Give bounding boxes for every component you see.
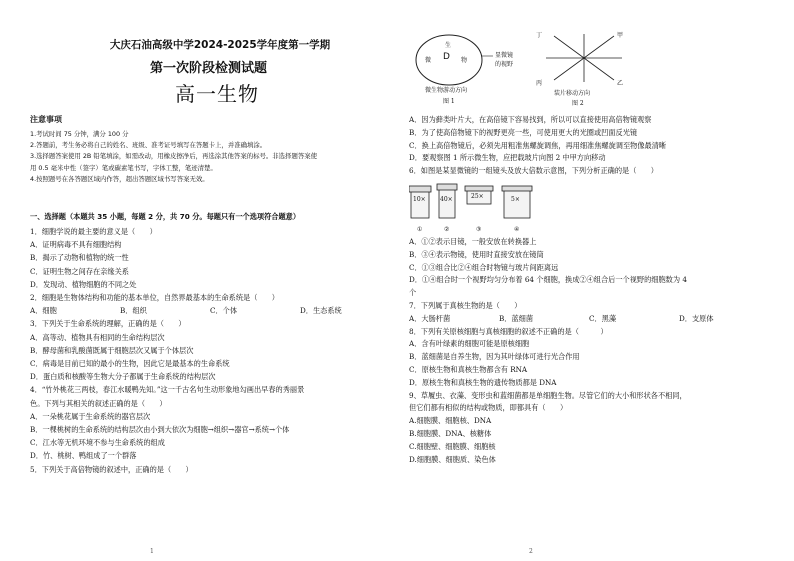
school-name: 大庆石油高级中学2024-2025学年度第一学期 xyxy=(109,39,331,51)
right-column xyxy=(409,0,777,561)
fig1-letter: D xyxy=(443,52,450,62)
question-line: 色。下列与其相关的叙述正确的是（ ） xyxy=(30,398,167,408)
question-line: D．要观察图 1 所示微生物，应把载玻片向图 2 中甲方向移动 xyxy=(409,153,606,163)
fig2-label-bing: 丙 xyxy=(536,80,543,87)
left-column xyxy=(30,0,392,561)
question-line: C．江水等无机环境不参与生命系统的组成 xyxy=(30,438,165,448)
question-line: C.细胞壁、细胞膜、细胞核 xyxy=(409,441,496,451)
exam-title: 第一次阶段检测试题 xyxy=(150,61,268,76)
lens-label: 10× xyxy=(413,195,426,203)
option: B．蓝细菌 xyxy=(499,313,534,323)
notice-list xyxy=(30,129,392,185)
fig1-label-left: 微 xyxy=(425,57,432,64)
question-line: 5．下列关于高倍物镜的叙述中，正确的是（ ） xyxy=(30,464,193,474)
lens-number: ④ xyxy=(514,225,520,233)
question-line: 9、草履虫、衣藻、变形虫和蓝细菌都是单细胞生物。尽管它们的大小和形状各不相同， xyxy=(409,390,687,400)
question-line: 8．下列有关原核细胞与真核细胞的叙述不正确的是（ ） xyxy=(409,326,608,336)
notice-item: 2.答题前，考生务必将自己的姓名、班级、准考证号填写在答题卡上，并准确填涂。 xyxy=(30,141,267,150)
question-line: A．含有叶绿素的细胞可能是原核细胞 xyxy=(409,339,530,349)
subject-title: 高一生物 xyxy=(175,82,259,106)
page-number: 1 xyxy=(150,548,154,555)
option: A．大肠杆菌 xyxy=(409,313,451,323)
lens-number: ② xyxy=(444,225,450,233)
section-heading: 一、选择题（本题共 35 小题，每题 2 分，共 70 分。每题只有一个选项符合题意） xyxy=(30,212,301,221)
question-line: 但它们都有相似的结构或物质，即都具有（ ） xyxy=(409,403,568,413)
question-line: C．①③组合比②④组合时物镜与玻片间距离远 xyxy=(409,262,559,272)
question-line: D．①④组合时一个视野均匀分布着 64 个细胞，换成②④组合后一个视野的细胞数为 4 xyxy=(409,275,687,285)
option: A．细胞 xyxy=(30,306,57,316)
lens-number: ① xyxy=(417,225,423,233)
lens-label: 5× xyxy=(511,195,520,203)
option: B．组织 xyxy=(120,306,147,316)
fig1-number: 图 1 xyxy=(443,98,455,105)
question-line: 3．下列关于生命系统的理解，正确的是（ ） xyxy=(30,319,186,329)
notice-title: 注意事项 xyxy=(30,115,62,124)
question-line: D．发现动、植物细胞的不同之处 xyxy=(30,279,137,289)
option: D．支原体 xyxy=(679,313,714,323)
fig1-caption: 微生物游动方向 xyxy=(425,87,468,94)
question-line: B.细胞膜、DNA、核糖体 xyxy=(409,428,492,438)
question-line: C．病毒是目前已知的最小的生物，因此它是最基本的生命系统 xyxy=(30,359,230,369)
question-line: A．一朵桃花属于生命系统的器官层次 xyxy=(30,411,151,421)
option: C．个体 xyxy=(210,306,238,316)
question-line: A.细胞膜、细胞核、DNA xyxy=(409,416,492,426)
notice-item: 用 0.5 毫米中性（签字）笔或碳素笔书写，字体工整，笔迹清楚。 xyxy=(30,163,217,172)
fig2-number: 图 2 xyxy=(572,100,584,107)
question-line: A．高等动、植物具有相同的生命结构层次 xyxy=(30,332,165,342)
question-line: C．换上高倍物镜后，必须先用粗准焦螺旋调焦，再用细准焦螺旋调至物像最清晰 xyxy=(409,140,667,150)
question-line: D．原核生物和真核生物的遗传物质都是 DNA xyxy=(409,377,557,387)
question-line: B．酵母菌和乳酸菌既属于细胞层次又属于个体层次 xyxy=(30,345,194,355)
q7-options xyxy=(409,313,777,326)
fig2-label-jia: 甲 xyxy=(617,32,624,39)
fig1-label-right: 物 xyxy=(461,57,468,64)
fig2-label-ding: 丁 xyxy=(536,32,543,39)
question-line: B．为了使高倍物镜下的视野更亮一些，可使用更大的光圈或凹面反光镜 xyxy=(409,127,638,137)
questions-left xyxy=(30,225,392,476)
lens-label: 40× xyxy=(440,195,453,203)
question-line: 个 xyxy=(409,288,417,298)
question-line: 6．如图是某显微镜的一组镜头及放大倍数示意图，下列分析正确的是（ ） xyxy=(409,166,658,176)
question-line: D．蛋白质和核酸等生物大分子都属于生命系统的结构层次 xyxy=(30,372,216,382)
fig1-label-top: 生 xyxy=(445,42,452,49)
question-line: 4．“竹外桃花三两枝，春江水暖鸭先知。”这一千古名句生动形象地勾画出早春的秀丽景 xyxy=(30,385,305,395)
fig2-caption: 装片移动方向 xyxy=(554,90,591,97)
figure-2-direction-cross xyxy=(544,32,624,86)
fig1-side-label-2: 的视野 xyxy=(495,61,514,68)
question-line: B．揭示了动物和植物的统一性 xyxy=(30,253,129,263)
notice-item: 1.考试时间 75 分钟，满分 100 分 xyxy=(30,130,129,138)
question-line: B．蓝细菌是自养生物，因为其叶绿体可进行光合作用 xyxy=(409,352,580,362)
question-line: C．证明生物之间存在亲缘关系 xyxy=(30,266,129,276)
questions-right xyxy=(409,114,777,466)
question-line: B．③④表示物镜，使用时直接安放在镜筒 xyxy=(409,249,544,259)
question-line: B．一棵桃树的生命系统的结构层次由小到大依次为细胞→组织→器官→系统→个体 xyxy=(30,425,290,435)
lens-figure xyxy=(409,178,777,236)
question-line: A．因为藓类叶片大，在高倍镜下容易找到，所以可以直接使用高倍物镜观察 xyxy=(409,115,652,124)
question-line: A．①②表示目镜，一般安放在转换器上 xyxy=(409,236,537,246)
question-line: 1．细胞学说的最主要的意义是（ ） xyxy=(30,227,157,236)
question-line: C．原核生物和真核生物都含有 RNA xyxy=(409,364,528,374)
page-number: 2 xyxy=(529,548,533,555)
question-line: D.细胞膜、细胞质、染色体 xyxy=(409,454,496,464)
fig1-side-label-1: 显微镜 xyxy=(495,52,514,59)
option: C．黑藻 xyxy=(589,313,617,323)
question-line: 2．细胞是生物体结构和功能的基本单位，自然界最基本的生命系统是（ ） xyxy=(30,293,279,303)
fig2-label-yi: 乙 xyxy=(617,80,624,87)
option: D．生态系统 xyxy=(300,306,342,316)
question-line: 7．下列属于真核生物的是（ ） xyxy=(409,300,522,310)
notice-item: 4.按照题号在各答题区域内作答，超出答题区域书写答案无效。 xyxy=(30,174,209,183)
lens-label: 25× xyxy=(471,192,484,200)
question-line: A．证明病毒不具有细胞结构 xyxy=(30,240,122,250)
question-line: D．竹、桃树、鸭组成了一个群落 xyxy=(30,451,137,461)
q2-options xyxy=(30,304,392,317)
lens-number: ③ xyxy=(476,225,482,233)
notice-item: 3.选择题答案使用 2B 铅笔填涂，如需改动，用橡皮擦净后，再选涂其他答案的标号。非选择题答案使 xyxy=(30,152,318,161)
